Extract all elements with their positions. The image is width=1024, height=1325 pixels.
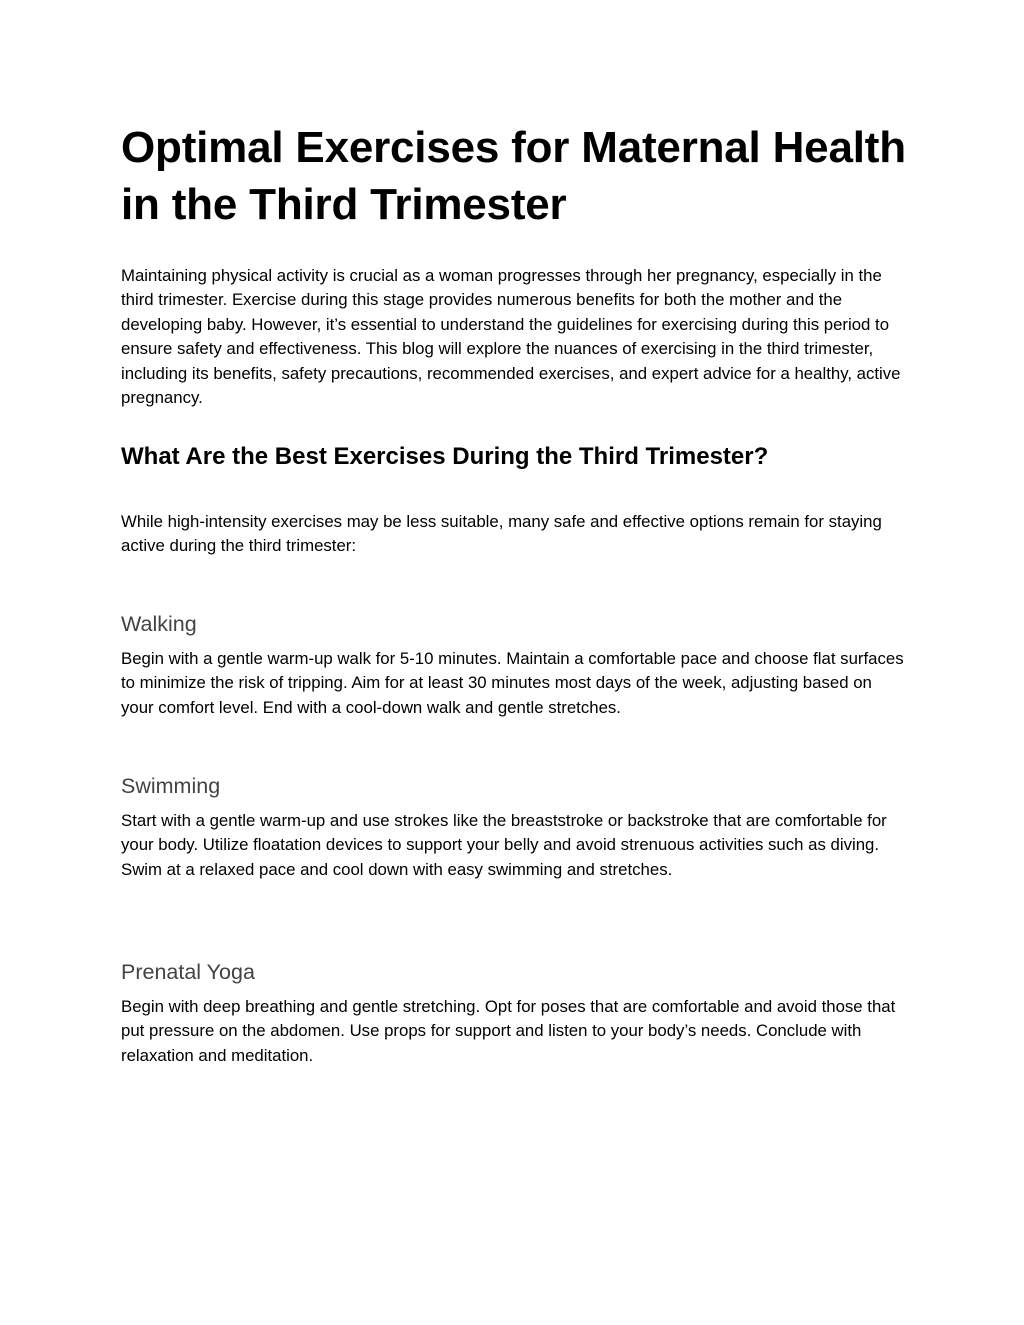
- exercise-text-swimming: Start with a gentle warm-up and use strokes like the breaststroke or backstroke that are comfortable for your body. Utilize floatation devices to support your belly and avoid strenuous activities such as diving. Swim at a relaxed pace and cool down with easy swimming and stretches.: [121, 811, 887, 879]
- intro-paragraph: Maintaining physical activity is crucial as a woman progresses through her pregnancy, especially in the third trimester. Exercise during this stage provides numerous benefits for both the mother and the developing baby. However, it’s essential to understand the guidelines for exercising during this period to ensure safety and effectiveness. This blog will explore the nuances of exercising in the third trimester, including its benefits, safety precautions, recommended exercises, and expert advice for a healthy, active pregnancy.: [121, 266, 901, 408]
- exercise-text-walking: Begin with a gentle warm-up walk for 5-10 minutes. Maintain a comfortable pace and choose flat surfaces to minimize the risk of tripping. Aim for at least 30 minutes most days of the week, adjusting based on your comfort level. End with a cool-down walk and gentle stretches.: [121, 649, 904, 717]
- exercise-heading-swimming: Swimming: [121, 774, 221, 798]
- section-heading: What Are the Best Exercises During the Third Trimester?: [121, 443, 769, 470]
- exercise-heading-walking: Walking: [121, 612, 197, 636]
- exercise-heading-prenatal-yoga: Prenatal Yoga: [121, 960, 255, 984]
- section-lead-paragraph: While high-intensity exercises may be less suitable, many safe and effective options remain for staying active during the third trimester:: [121, 512, 882, 556]
- exercise-text-prenatal-yoga: Begin with deep breathing and gentle stretching. Opt for poses that are comfortable and avoid those that put pressure on the abdomen. Use props for support and listen to your body’s needs. Conclude with relaxation and meditation.: [121, 997, 896, 1065]
- page-title: Optimal Exercises for Maternal Health in the Third Trimester: [121, 123, 906, 229]
